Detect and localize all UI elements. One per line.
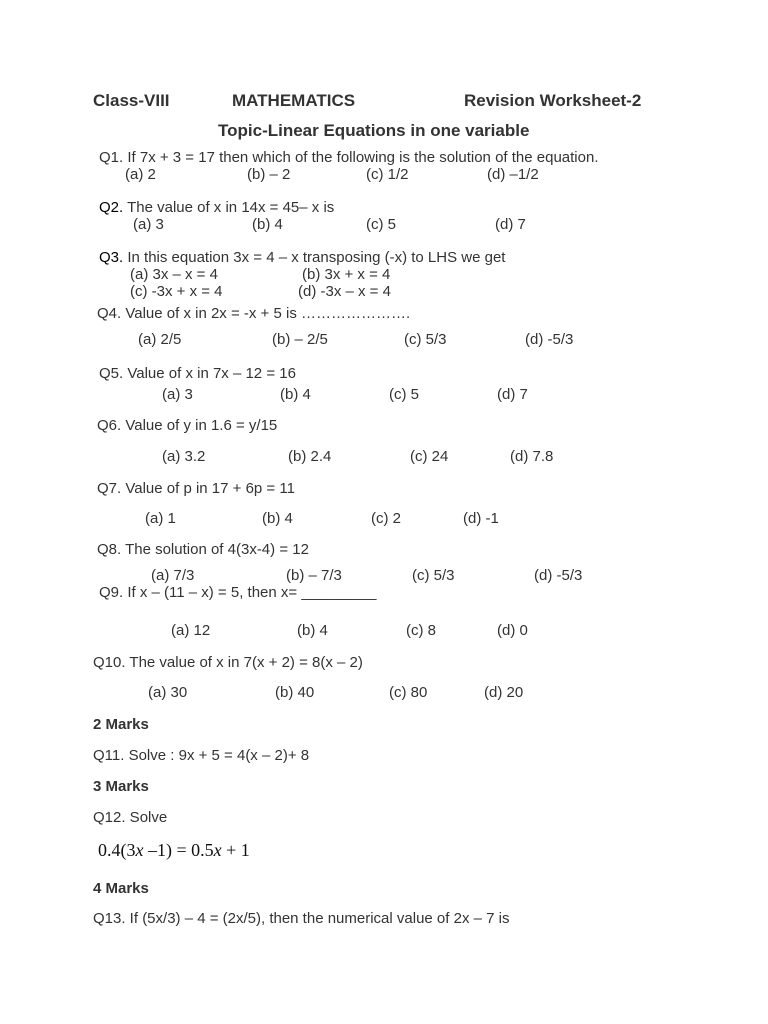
q6-option-d: (d) 7.8 [510, 448, 554, 465]
q2-option-b: (b) 4 [252, 216, 283, 233]
question-2-text: The value of x in 14x = 45– x is [123, 199, 335, 216]
section-3-marks: 3 Marks [93, 778, 149, 795]
q9-option-c: (c) 8 [406, 622, 436, 639]
q8-option-a: (a) 7/3 [151, 567, 195, 584]
question-3-text: In this equation 3x = 4 – x transposing (-x) to LHS we get [123, 249, 506, 266]
q5-option-a: (a) 3 [162, 386, 193, 403]
subject-title: MATHEMATICS [232, 91, 356, 110]
q7-option-d: (d) -1 [463, 510, 499, 527]
q7-option-a: (a) 1 [145, 510, 176, 527]
question-2 [99, 200, 334, 215]
q8-option-c: (c) 5/3 [412, 567, 455, 584]
q12-equation: 0.4(3x –1) = 0.5x + 1 [98, 840, 250, 860]
q1-option-c: (c) 1/2 [366, 166, 409, 183]
q10-option-a: (a) 30 [148, 684, 188, 701]
q3-option-d: (d) -3x – x = 4 [298, 283, 391, 300]
question-13: Q13. If (5x/3) – 4 = (2x/5), then the numerical value of 2x – 7 is [93, 910, 510, 927]
q10-option-b: (b) 40 [275, 684, 315, 701]
question-6: Q6. Value of y in 1.6 = y/15 [97, 417, 278, 434]
worksheet-title: Revision Worksheet-2 [464, 91, 642, 110]
q10-option-d: (d) 20 [484, 684, 524, 701]
topic-title: Topic-Linear Equations in one variable [218, 121, 530, 140]
question-4: Q4. Value of x in 2x = -x + 5 is …………………. [97, 305, 411, 322]
q5-option-b: (b) 4 [280, 386, 311, 403]
q9-option-a: (a) 12 [171, 622, 211, 639]
q4-option-b: (b) – 2/5 [272, 331, 328, 348]
q3-option-c: (c) -3x + x = 4 [130, 283, 223, 300]
question-7: Q7. Value of p in 17 + 6p = 11 [97, 480, 295, 497]
q5-option-d: (d) 7 [497, 386, 528, 403]
question-2-number: Q2. [99, 199, 124, 216]
q2-option-d: (d) 7 [495, 216, 526, 233]
question-8: Q8. The solution of 4(3x-4) = 12 [97, 541, 309, 558]
q2-option-c: (c) 5 [366, 216, 396, 233]
question-1: Q1. If 7x + 3 = 17 then which of the following is the solution of the equation. [99, 149, 599, 166]
question-3 [99, 250, 505, 265]
q10-option-c: (c) 80 [389, 684, 428, 701]
q9-option-b: (b) 4 [297, 622, 328, 639]
q6-option-a: (a) 3.2 [162, 448, 206, 465]
q3-option-b: (b) 3x + x = 4 [302, 266, 391, 283]
q4-option-d: (d) -5/3 [525, 331, 574, 348]
q1-option-b: (b) – 2 [247, 166, 291, 183]
q6-option-b: (b) 2.4 [288, 448, 332, 465]
question-11: Q11. Solve : 9x + 5 = 4(x – 2)+ 8 [93, 747, 310, 764]
q1-option-d: (d) –1/2 [487, 166, 539, 183]
q5-option-c: (c) 5 [389, 386, 419, 403]
q2-option-a: (a) 3 [133, 216, 164, 233]
q6-option-c: (c) 24 [410, 448, 449, 465]
section-2-marks: 2 Marks [93, 716, 149, 733]
class-label: Class-VIII [93, 91, 170, 110]
q8-option-b: (b) – 7/3 [286, 567, 342, 584]
q4-option-c: (c) 5/3 [404, 331, 447, 348]
q9-option-d: (d) 0 [497, 622, 528, 639]
question-3-number: Q3. [99, 249, 124, 266]
section-4-marks: 4 Marks [93, 880, 149, 897]
q1-option-a: (a) 2 [125, 166, 156, 183]
q7-option-c: (c) 2 [371, 510, 401, 527]
question-9: Q9. If x – (11 – x) = 5, then x= _________ [99, 584, 377, 601]
q8-option-d: (d) -5/3 [534, 567, 583, 584]
q3-option-a: (a) 3x – x = 4 [130, 266, 218, 283]
question-12: Q12. Solve [93, 809, 168, 826]
question-5: Q5. Value of x in 7x – 12 = 16 [99, 365, 296, 382]
q7-option-b: (b) 4 [262, 510, 293, 527]
q4-option-a: (a) 2/5 [138, 331, 182, 348]
question-10: Q10. The value of x in 7(x + 2) = 8(x – 2) [93, 654, 363, 671]
